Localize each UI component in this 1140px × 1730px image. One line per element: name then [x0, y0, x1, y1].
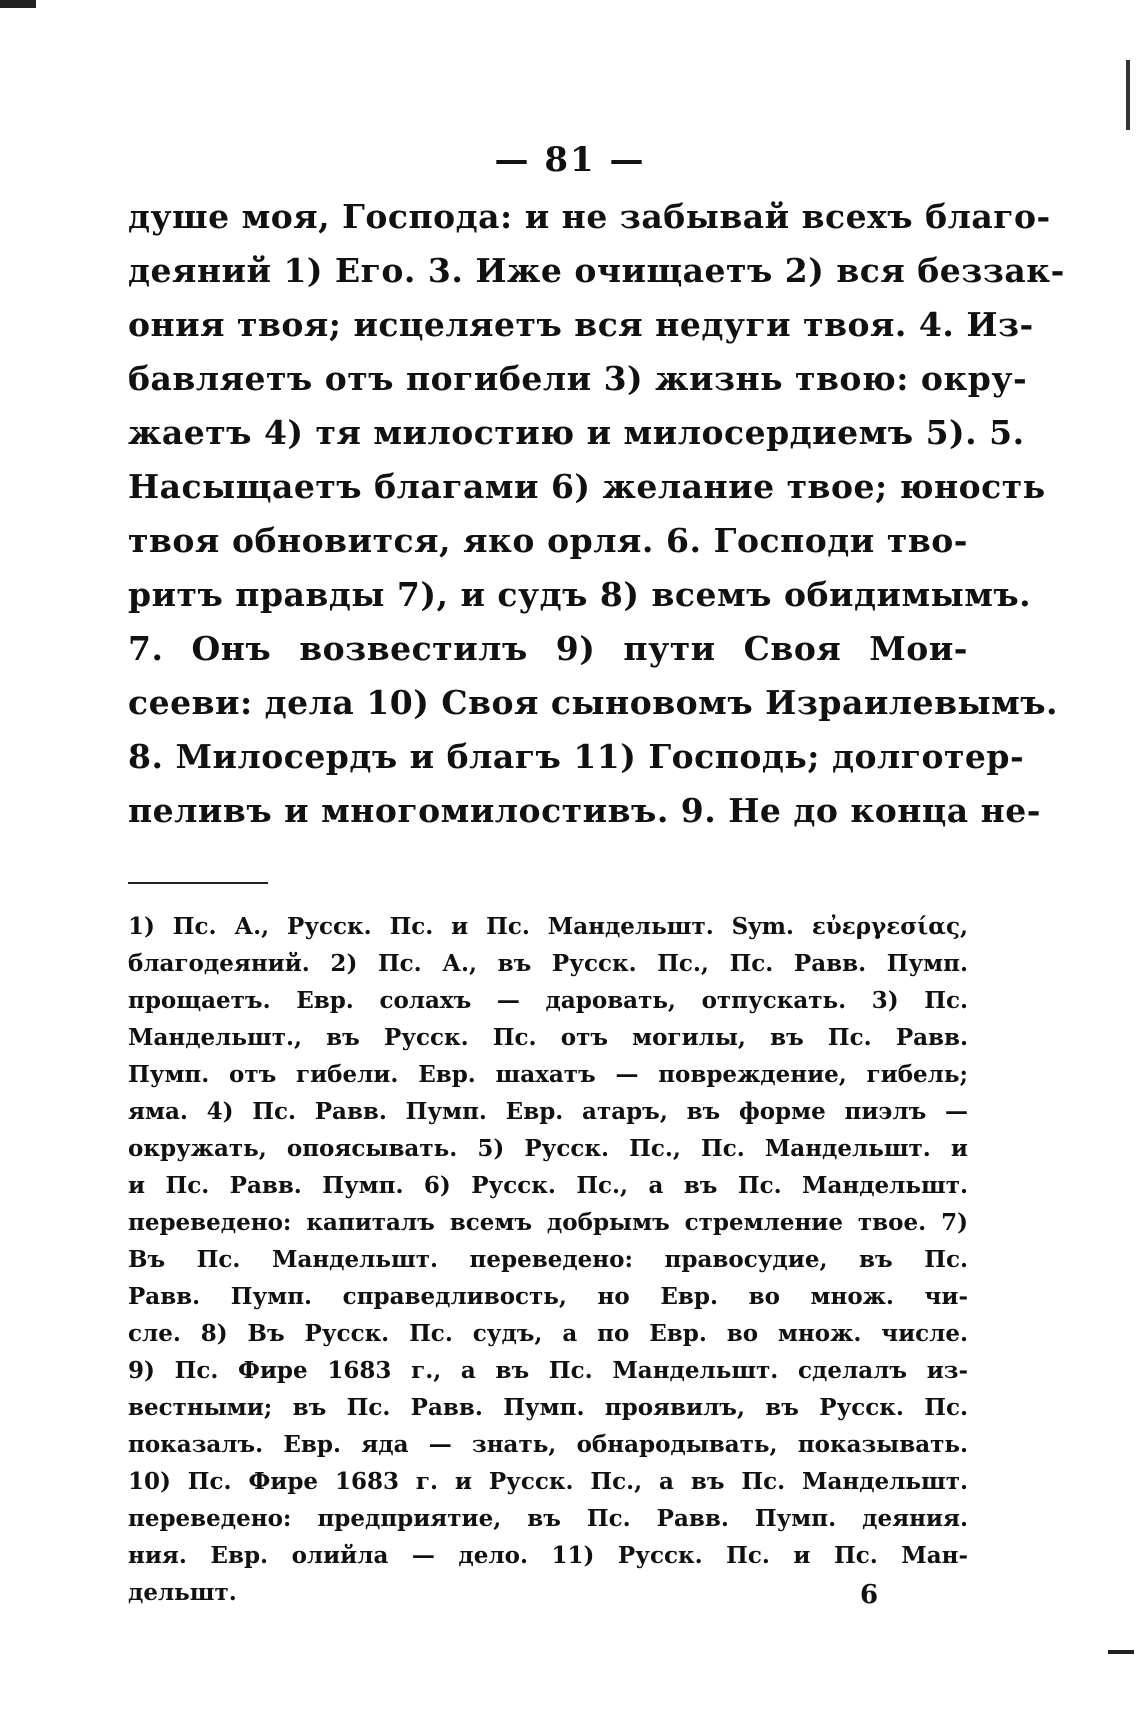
footnote-line: 1) Пс. А., Русск. Пс. и Пс. Мандельшт. Sym. εὐεργεσίας, [128, 913, 968, 940]
footnote-line: переведено: капиталъ всемъ добрымъ стремление твое. 7) [128, 1209, 968, 1236]
main-text-line: пеливъ и многомилостивъ. 9. Не до конца не- [128, 791, 1041, 830]
footnote-line: Мандельшт., въ Русск. Пс. отъ могилы, въ Пс. Равв. [128, 1024, 968, 1051]
footnote-line: окружать, опоясывать. 5) Русск. Пс., Пс. Мандельшт. и [128, 1135, 968, 1162]
footnote-line: Равв. Пумп. справедливость, но Евр. во множ. чи- [128, 1283, 968, 1310]
footnote-line: показалъ. Евр. яда — знать, обнародывать, показывать. [128, 1431, 968, 1458]
main-text-line: бавляетъ отъ погибели 3) жизнь твою: окру- [128, 359, 1028, 398]
footnote-line: Пумп. отъ гибели. Евр. шахатъ — повреждение, гибель; [128, 1061, 968, 1088]
footnote-line: благодеяний. 2) Пс. А., въ Русск. Пс., Пс. Равв. Пумп. [128, 950, 968, 977]
footnotes [128, 908, 968, 1611]
main-text-line: Насыщаетъ благами 6) желание твое; юность [128, 467, 1046, 506]
scan-edge-mark [0, 0, 36, 8]
footnote-line: сле. 8) Въ Русск. Пс. судъ, а по Евр. во множ. числе. [128, 1320, 968, 1347]
main-text-line: твоя обновится, яко орля. 6. Господи тво- [128, 521, 968, 560]
page-number: — 81 — [494, 140, 646, 180]
footnote-line: яма. 4) Пс. Равв. Пумп. Евр. атаръ, въ форме пиэлъ — [128, 1098, 968, 1125]
main-text-line: 7. Онъ возвестилъ 9) пути Своя Мои- [128, 629, 968, 668]
footnote-line: 9) Пс. Фире 1683 г., а въ Пс. Мандельшт. сделалъ из- [128, 1357, 968, 1384]
main-text-line: сееви: дела 10) Своя сыновомъ Израилевымъ. [128, 683, 1059, 722]
footnote-separator [128, 882, 268, 884]
scan-edge-line [1126, 60, 1130, 130]
footnote-line: переведено: предприятие, въ Пс. Равв. Пумп. деяния. [128, 1505, 968, 1532]
footnote-line: прощаетъ. Евр. солахъ — даровать, отпускать. 3) Пс. [128, 987, 968, 1014]
footnote-line: дельшт. [128, 1579, 237, 1606]
printer-signature-mark: 6 [860, 1580, 879, 1610]
footnote-line: ния. Евр. олийла — дело. 11) Русск. Пс. и Пс. Ман- [128, 1542, 968, 1569]
main-text-line: душе моя, Господа: и не забывай всехъ благо- [128, 197, 1051, 236]
main-text-line: 8. Милосердъ и благъ 11) Господь; долготер- [128, 737, 1025, 776]
main-text-line: деяний 1) Его. 3. Иже очищаетъ 2) вся беззак- [128, 251, 1065, 290]
footnote-line: 10) Пс. Фире 1683 г. и Русск. Пс., а въ Пс. Мандельшт. [128, 1468, 968, 1495]
main-text-line: ритъ правды 7), и судъ 8) всемъ обидимымъ. [128, 575, 1032, 614]
main-text [128, 190, 1065, 838]
footnote-line: вестными; въ Пс. Равв. Пумп. проявилъ, въ Русск. Пс. [128, 1394, 968, 1421]
main-text-line: ония твоя; исцеляетъ вся недуги твоя. 4. Из- [128, 305, 1034, 344]
footnote-line: и Пс. Равв. Пумп. 6) Русск. Пс., а въ Пс. Мандельшт. [128, 1172, 968, 1199]
footnote-line: Въ Пс. Мандельшт. переведено: правосудие, въ Пс. [128, 1246, 968, 1273]
main-text-line: жаетъ 4) тя милостию и милосердиемъ 5). 5. [128, 413, 1025, 452]
scan-edge-mark [1108, 1650, 1134, 1654]
